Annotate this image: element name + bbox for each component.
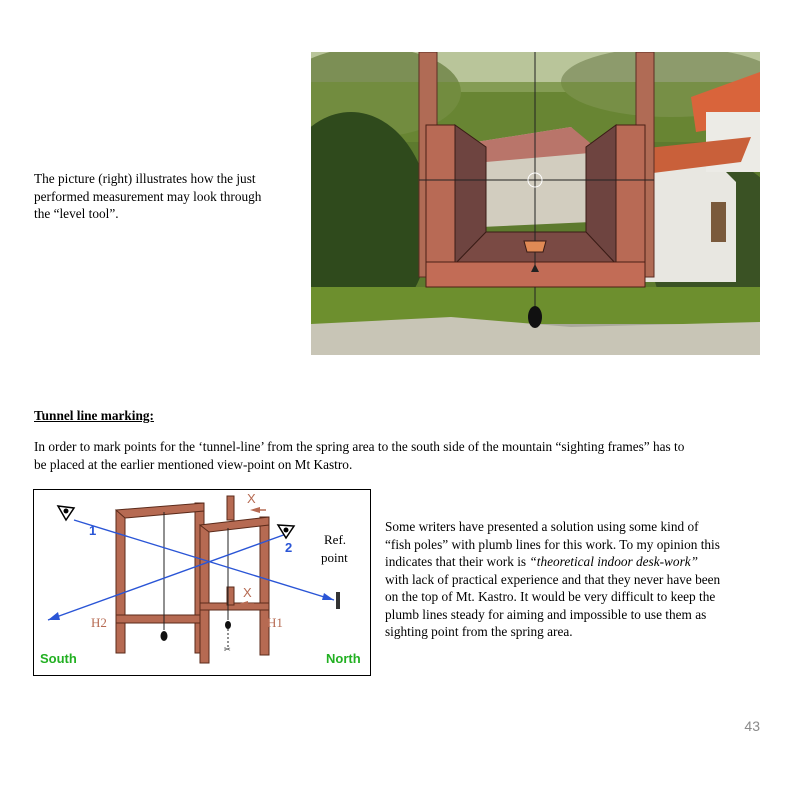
side-line: “fish poles” with plumb lines for this work. To my opinion this — [385, 536, 720, 552]
intro-line: the “level tool”. — [34, 206, 119, 221]
photo-illustration — [311, 52, 760, 355]
ref-point-marker — [336, 592, 340, 609]
section-heading: Tunnel line marking: — [34, 408, 154, 423]
side-paragraph — [385, 518, 770, 641]
side-line: Some writers have presented a solution using some kind of — [385, 519, 699, 534]
label-2: 2 — [285, 540, 293, 555]
side-line-text: indicates that their work is — [385, 554, 530, 569]
label-x-top: X — [247, 491, 256, 506]
section-line: In order to mark points for the ‘tunnel-line’ from the spring area to the south side of the mountain “sighting frames” has to — [34, 439, 685, 454]
side-line: with lack of practical experience and that they never have been — [385, 571, 721, 587]
diagram-svg — [34, 490, 370, 675]
intro-line: performed measurement may look through — [34, 188, 262, 204]
intro-line: The picture (right) illustrates how the just — [34, 171, 256, 186]
arrow-2 — [48, 612, 60, 620]
plumb-bob-h2 — [161, 631, 168, 641]
frame-h2-left-post — [116, 510, 125, 653]
frame-h2-bottom-bar — [116, 615, 204, 623]
intro-paragraph — [34, 170, 304, 223]
frame-h1-right-post — [260, 517, 269, 655]
svg-text:✂: ✂ — [224, 645, 231, 654]
side-line: plumb lines steady for aiming and impossible to use them as — [385, 606, 707, 622]
side-line: sighting point from the spring area. — [385, 624, 573, 639]
label-north: North — [326, 651, 361, 666]
sighting-frames-diagram — [33, 489, 371, 676]
page-number: 43 — [744, 718, 760, 734]
side-line-emphasis: “theoretical indoor desk-work” — [529, 554, 699, 569]
label-1: 1 — [89, 523, 97, 538]
frame-h2-top-bar — [116, 503, 204, 518]
label-h2: H2 — [91, 615, 107, 630]
label-ref-line1: Ref. — [324, 532, 347, 547]
frame-h1-top-post — [227, 496, 234, 520]
label-x-mid: X — [243, 585, 252, 600]
label-ref-line2: point — [321, 550, 348, 565]
plumb-bob-h1 — [225, 621, 231, 629]
eye-marker-left-icon — [58, 506, 74, 520]
label-south: South — [40, 651, 77, 666]
section-paragraph — [34, 438, 774, 473]
frame-h1-left-post — [200, 525, 209, 663]
side-line — [385, 553, 770, 571]
arrow-1 — [322, 593, 334, 600]
side-line: on the top of Mt. Kastro. It would be very difficult to keep the — [385, 589, 716, 604]
x-top-arrow-icon — [250, 507, 260, 513]
level-tool-photo — [311, 52, 760, 355]
label-h1: H1 — [267, 615, 283, 630]
section-line: be placed at the earlier mentioned view-point on Mt Kastro. — [34, 456, 353, 472]
